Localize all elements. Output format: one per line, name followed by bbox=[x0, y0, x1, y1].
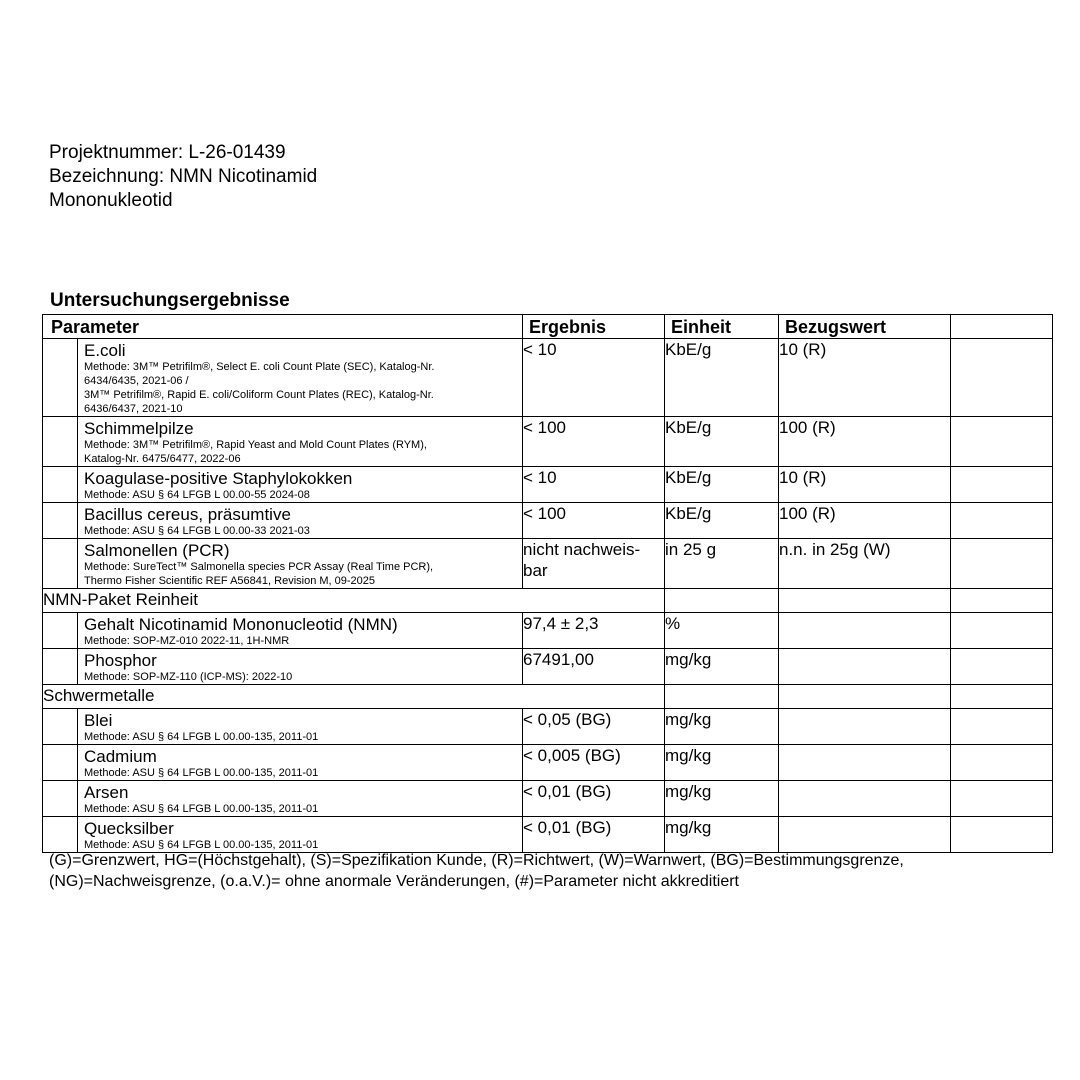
empty-cell bbox=[951, 589, 1053, 613]
parameter-name: Arsen bbox=[84, 783, 129, 802]
method-line: Methode: ASU § 64 LFGB L 00.00-135, 2011-01 bbox=[84, 839, 319, 851]
method-line: Methode: ASU § 64 LFGB L 00.00-135, 2011-01 bbox=[84, 803, 319, 815]
table-row bbox=[43, 781, 1053, 817]
parameter-name: E.coli bbox=[84, 341, 126, 360]
table-row bbox=[43, 649, 1053, 685]
method-line: Methode: ASU § 64 LFGB L 00.00-135, 2011-01 bbox=[84, 731, 319, 743]
extra-cell bbox=[951, 339, 1053, 417]
parameter-cell bbox=[78, 709, 523, 745]
result-line: nicht nachweis- bbox=[523, 540, 641, 559]
group-label: Schwermetalle bbox=[43, 685, 665, 709]
empty-cell bbox=[779, 685, 951, 709]
reference-cell: 10 (R) bbox=[779, 339, 951, 417]
unit-cell: mg/kg bbox=[665, 745, 779, 781]
parameter-name: Cadmium bbox=[84, 747, 157, 766]
unit-cell: KbE/g bbox=[665, 417, 779, 467]
extra-cell bbox=[951, 745, 1053, 781]
unit-cell: in 25 g bbox=[665, 539, 779, 589]
result-cell: < 10 bbox=[523, 467, 665, 503]
extra-cell bbox=[951, 709, 1053, 745]
table-row bbox=[43, 467, 1053, 503]
indent-cell bbox=[43, 417, 78, 467]
reference-cell bbox=[779, 781, 951, 817]
result-cell: < 0,05 (BG) bbox=[523, 709, 665, 745]
result-cell bbox=[523, 539, 665, 589]
indent-cell bbox=[43, 539, 78, 589]
unit-cell: KbE/g bbox=[665, 467, 779, 503]
extra-cell bbox=[951, 467, 1053, 503]
method-line: Thermo Fisher Scientific REF A56841, Revision M, 09-2025 bbox=[84, 575, 376, 587]
parameter-name: Bacillus cereus, präsumtive bbox=[84, 505, 291, 524]
indent-cell bbox=[43, 709, 78, 745]
method-line: Katalog-Nr. 6475/6477, 2022-06 bbox=[84, 453, 241, 465]
parameter-name: Gehalt Nicotinamid Mononucleotid (NMN) bbox=[84, 615, 398, 634]
reference-cell bbox=[779, 709, 951, 745]
indent-cell bbox=[43, 745, 78, 781]
unit-cell: mg/kg bbox=[665, 649, 779, 685]
result-cell: < 0,01 (BG) bbox=[523, 817, 665, 853]
method-line: 6434/6435, 2021-06 / bbox=[84, 375, 189, 387]
empty-cell bbox=[665, 589, 779, 613]
reference-cell bbox=[779, 649, 951, 685]
header-unit: Einheit bbox=[665, 315, 779, 339]
indent-cell bbox=[43, 503, 78, 539]
section-title: Untersuchungsergebnisse bbox=[50, 290, 290, 311]
indent-cell bbox=[43, 649, 78, 685]
parameter-name: Quecksilber bbox=[84, 819, 174, 838]
parameter-name: Phosphor bbox=[84, 651, 157, 670]
parameter-name: Koagulase-positive Staphylokokken bbox=[84, 469, 353, 488]
result-cell: < 0,005 (BG) bbox=[523, 745, 665, 781]
table-row bbox=[43, 613, 1053, 649]
parameter-cell bbox=[78, 539, 523, 589]
unit-cell: mg/kg bbox=[665, 781, 779, 817]
table-row bbox=[43, 539, 1053, 589]
indent-cell bbox=[43, 613, 78, 649]
result-cell: < 0,01 (BG) bbox=[523, 781, 665, 817]
table-row bbox=[43, 417, 1053, 467]
unit-cell: mg/kg bbox=[665, 709, 779, 745]
extra-cell bbox=[951, 817, 1053, 853]
unit-cell: mg/kg bbox=[665, 817, 779, 853]
group-row bbox=[43, 685, 1053, 709]
extra-cell bbox=[951, 613, 1053, 649]
result-cell: < 10 bbox=[523, 339, 665, 417]
reference-cell: 100 (R) bbox=[779, 503, 951, 539]
unit-cell: KbE/g bbox=[665, 339, 779, 417]
empty-cell bbox=[951, 685, 1053, 709]
header-reference: Bezugswert bbox=[779, 315, 951, 339]
unit-cell: KbE/g bbox=[665, 503, 779, 539]
parameter-cell bbox=[78, 613, 523, 649]
method-line: Methode: ASU § 64 LFGB L 00.00-33 2021-03 bbox=[84, 525, 310, 537]
legend-line-1: (G)=Grenzwert, HG=(Höchstgehalt), (S)=Spezifikation Kunde, (R)=Richtwert, (W)=Warnwert, (BG)=Bestimmungsgrenze, bbox=[49, 852, 904, 869]
reference-cell: 10 (R) bbox=[779, 467, 951, 503]
legend bbox=[49, 850, 1049, 892]
reference-cell: 100 (R) bbox=[779, 417, 951, 467]
parameter-name: Salmonellen (PCR) bbox=[84, 541, 230, 560]
indent-cell bbox=[43, 339, 78, 417]
extra-cell bbox=[951, 649, 1053, 685]
indent-cell bbox=[43, 781, 78, 817]
indent-cell bbox=[43, 817, 78, 853]
project-number: Projektnummer: L-26-01439 bbox=[49, 142, 286, 163]
method-line: Methode: SureTect™ Salmonella species PCR Assay (Real Time PCR), bbox=[84, 561, 434, 573]
result-cell: < 100 bbox=[523, 503, 665, 539]
header-block bbox=[49, 141, 317, 213]
parameter-name: Blei bbox=[84, 711, 113, 730]
reference-cell bbox=[779, 745, 951, 781]
table-row bbox=[43, 817, 1053, 853]
method-line: Methode: 3M™ Petrifilm®, Select E. coli Count Plate (SEC), Katalog-Nr. bbox=[84, 361, 435, 373]
empty-cell bbox=[665, 685, 779, 709]
method-line: 6436/6437, 2021-10 bbox=[84, 403, 183, 415]
indent-cell bbox=[43, 467, 78, 503]
method-line: Methode: ASU § 64 LFGB L 00.00-55 2024-08 bbox=[84, 489, 310, 501]
table-row bbox=[43, 745, 1053, 781]
parameter-name: Schimmelpilze bbox=[84, 419, 194, 438]
header-result: Ergebnis bbox=[523, 315, 665, 339]
parameter-cell bbox=[78, 503, 523, 539]
table-header-row bbox=[43, 315, 1053, 339]
empty-cell bbox=[779, 589, 951, 613]
extra-cell bbox=[951, 503, 1053, 539]
header-parameter: Parameter bbox=[43, 315, 523, 339]
designation-line-2: Mononukleotid bbox=[49, 190, 173, 211]
group-row bbox=[43, 589, 1053, 613]
method-line: Methode: ASU § 64 LFGB L 00.00-135, 2011-01 bbox=[84, 767, 319, 779]
parameter-cell bbox=[78, 817, 523, 853]
table-row bbox=[43, 503, 1053, 539]
results-table bbox=[42, 314, 1053, 853]
legend-line-2: (NG)=Nachweisgrenze, (o.a.V.)= ohne anormale Veränderungen, (#)=Parameter nicht akkreditiert bbox=[49, 873, 739, 890]
method-line: Methode: SOP-MZ-010 2022-11, 1H-NMR bbox=[84, 635, 290, 647]
group-label: NMN-Paket Reinheit bbox=[43, 589, 665, 613]
extra-cell bbox=[951, 417, 1053, 467]
result-cell: 67491,00 bbox=[523, 649, 665, 685]
table-row bbox=[43, 709, 1053, 745]
result-cell: 97,4 ± 2,3 bbox=[523, 613, 665, 649]
extra-cell bbox=[951, 539, 1053, 589]
result-cell: < 100 bbox=[523, 417, 665, 467]
parameter-cell bbox=[78, 649, 523, 685]
reference-cell: n.n. in 25g (W) bbox=[779, 539, 951, 589]
reference-cell bbox=[779, 817, 951, 853]
reference-cell bbox=[779, 613, 951, 649]
header-extra bbox=[951, 315, 1053, 339]
unit-cell: % bbox=[665, 613, 779, 649]
method-line: 3M™ Petrifilm®, Rapid E. coli/Coliform Count Plates (REC), Katalog-Nr. bbox=[84, 389, 434, 401]
extra-cell bbox=[951, 781, 1053, 817]
result-line: bar bbox=[523, 561, 548, 580]
designation-line-1: Bezeichnung: NMN Nicotinamid bbox=[49, 166, 318, 187]
parameter-cell bbox=[78, 417, 523, 467]
method-line: Methode: 3M™ Petrifilm®, Rapid Yeast and Mold Count Plates (RYM), bbox=[84, 439, 427, 451]
method-line: Methode: SOP-MZ-110 (ICP-MS): 2022-10 bbox=[84, 671, 293, 683]
table-row bbox=[43, 339, 1053, 417]
parameter-cell bbox=[78, 781, 523, 817]
parameter-cell bbox=[78, 745, 523, 781]
parameter-cell bbox=[78, 467, 523, 503]
parameter-cell bbox=[78, 339, 523, 417]
